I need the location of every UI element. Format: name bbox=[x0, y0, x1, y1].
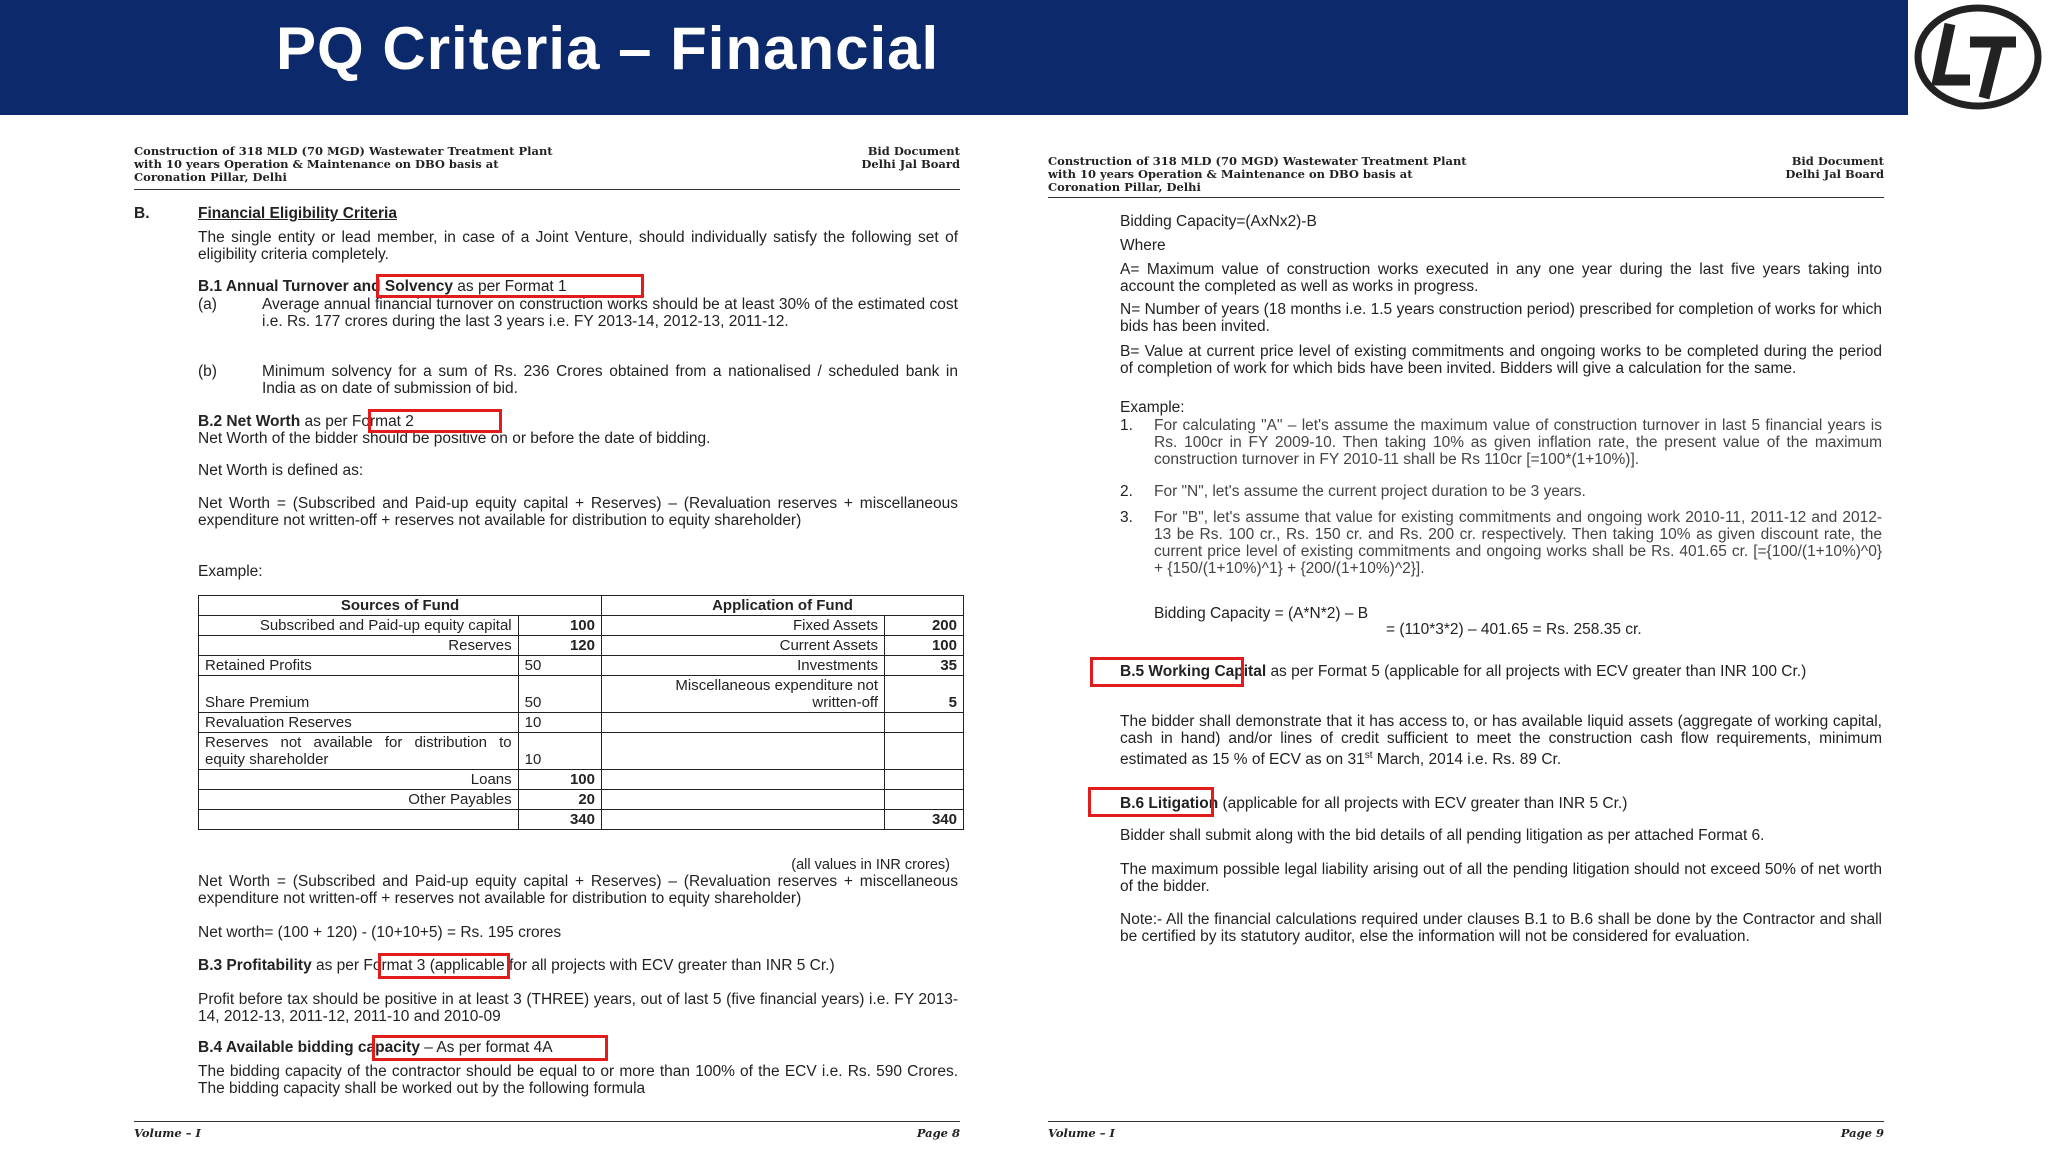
example-1-text: For calculating "A" – let's assume the maximum value of construction turnover in last 5 financial years is Rs. 100cr in FY 2009-10. Then taking 10% as given inflation rate, the present value of the maximum construction turnover in FY 2010-11 shall be Rs 110cr [=100*(1+10%)]. bbox=[1154, 417, 1882, 468]
table-total-row: 340 340 bbox=[199, 810, 964, 830]
nw-formula-2: Net Worth = (Subscribed and Paid-up equity capital + Reserves) – (Revaluation reserves + miscellaneous expenditure not written-off + reserves not available for distribution to equity shareholder) bbox=[198, 873, 958, 907]
where-label: Where bbox=[1120, 237, 1166, 254]
header-rule bbox=[134, 189, 960, 190]
b2-heading: B.2 Net Worth as per Format 2 bbox=[198, 413, 414, 430]
note-text: Note:- All the financial calculations required under clauses B.1 to B.6 shall be done by the Contractor and shall be certified by its statutory auditor, else the information will not be considered for evaluation. bbox=[1120, 911, 1882, 945]
highlight-box-b3 bbox=[378, 953, 510, 979]
b4-heading: B.4 Available bidding capacity – As per format 4A bbox=[198, 1039, 553, 1056]
footer-page: Page 8 bbox=[916, 1126, 960, 1140]
table-row: Reserves 120 Current Assets 100 bbox=[199, 636, 964, 656]
lt-logo-icon bbox=[1908, 0, 2048, 115]
highlight-box-b4 bbox=[372, 1035, 608, 1061]
footer-volume: Volume – I bbox=[134, 1126, 201, 1140]
footer-volume: Volume – I bbox=[1048, 1126, 1115, 1140]
table-row: Revaluation Reserves 10 bbox=[199, 713, 964, 733]
b6-text-2: The maximum possible legal liability arising out of all the pending litigation should not exceed 50% of net worth of the bidder. bbox=[1120, 861, 1882, 895]
b5-heading: B.5 Working Capital as per Format 5 (applicable for all projects with ECV greater than INR 100 Cr.) bbox=[1120, 663, 1807, 680]
nw-defined: Net Worth is defined as: bbox=[198, 462, 364, 479]
nw-calc: Net worth= (100 + 120) - (10+10+5) = Rs. 195 crores bbox=[198, 924, 562, 941]
b1-b-label: (b) bbox=[198, 363, 217, 380]
table-row: Share Premium 50 Miscellaneous expenditure not written-off 5 bbox=[199, 676, 964, 713]
fund-table bbox=[198, 595, 964, 830]
b4-text: The bidding capacity of the contractor should be equal to or more than 100% of the ECV i.e. Rs. 590 Crores. The bidding capacity shall be worked out by the following formula bbox=[198, 1063, 958, 1097]
example-1-number: 1. bbox=[1120, 417, 1133, 434]
page-header-left: Construction of 318 MLD (70 MGD) Wastewater Treatment Plant with 10 years Operation & Maintenance on DBO basis at Coronation Pillar, Delhi bbox=[134, 144, 553, 184]
head-sources: Sources of Fund bbox=[199, 596, 602, 616]
footer-rule bbox=[134, 1121, 960, 1122]
page-header-right: Bid Document Delhi Jal Board bbox=[861, 144, 960, 171]
n-definition: N= Number of years (18 months i.e. 1.5 years construction period) prescribed for completion of works for which bids has been invited. bbox=[1120, 301, 1882, 335]
b1-b-text: Minimum solvency for a sum of Rs. 236 Crores obtained from a nationalised / scheduled bank in India as on date of submission of bid. bbox=[262, 363, 958, 397]
page-header-left: Construction of 318 MLD (70 MGD) Wastewater Treatment Plant with 10 years Operation & Maintenance on DBO basis at Coronation Pillar, Delhi bbox=[1048, 154, 1467, 194]
example-2-text: For "N", let's assume the current project duration to be 3 years. bbox=[1154, 483, 1586, 500]
b5-text: The bidder shall demonstrate that it has access to, or has available liquid assets (aggregate of working capital, cash in hand) and/or lines of credit sufficient to meet the construction cash flow requirements, minimum estimated as 15 % of ECV as on 31st March, 2014 i.e. Rs. 89 Cr. bbox=[1120, 713, 1882, 769]
intro-text: The single entity or lead member, in case of a Joint Venture, should individually satisfy the following set of eligibility criteria completely. bbox=[198, 229, 958, 263]
section-letter: B. bbox=[134, 205, 150, 222]
a-definition: A= Maximum value of construction works executed in any one year during the last five years taking into account the completed as well as works in progress. bbox=[1120, 261, 1882, 295]
table-row: Retained Profits 50 Investments 35 bbox=[199, 656, 964, 676]
example-label: Example: bbox=[1120, 399, 1185, 416]
table-note: (all values in INR crores) bbox=[791, 857, 950, 873]
head-application: Application of Fund bbox=[602, 596, 964, 616]
b2-text: Net Worth of the bidder should be positive on or before the date of bidding. bbox=[198, 430, 711, 447]
b6-text-1: Bidder shall submit along with the bid details of all pending litigation as per attached Format 6. bbox=[1120, 827, 1765, 844]
calc-line-1: Bidding Capacity = (A*N*2) – B bbox=[1154, 605, 1369, 622]
bidding-formula: Bidding Capacity=(AxNx2)-B bbox=[1120, 213, 1317, 230]
b1-a-label: (a) bbox=[198, 296, 217, 313]
footer-rule bbox=[1048, 1121, 1884, 1122]
title-banner bbox=[0, 0, 1908, 115]
highlight-box-b2 bbox=[368, 409, 502, 433]
table-row: Other Payables 20 bbox=[199, 790, 964, 810]
b6-heading: B.6 Litigation (applicable for all projects with ECV greater than INR 5 Cr.) bbox=[1120, 795, 1628, 812]
example-3-text: For "B", let's assume that value for existing commitments and ongoing work 2010-11, 2011-12 and 2012-13 be Rs. 100 cr., Rs. 150 cr. and Rs. 200 cr. respectively. Then taking 10% as given discount rate, the current price level of existing commitments and ongoing works shall be Rs. 401.65 cr. [={100/(1+10%)^0} + {150/(1+10%)^1} + {200/(1+10%)^2}]. bbox=[1154, 509, 1882, 577]
example-label: Example: bbox=[198, 563, 263, 580]
table-row: Reserves not available for distribution to equity shareholder 10 bbox=[199, 733, 964, 770]
b-definition: B= Value at current price level of existing commitments and ongoing works to be completed during the period of completion of work for which bids have been invited. Bidders will give a calculation for the same. bbox=[1120, 343, 1882, 377]
header-rule bbox=[1048, 197, 1884, 198]
b1-heading: B.1 Annual Turnover and Solvency as per Format 1 bbox=[198, 278, 567, 295]
highlight-box-b1 bbox=[376, 274, 644, 298]
example-2-number: 2. bbox=[1120, 483, 1133, 500]
calc-line-2: = (110*3*2) – 401.65 = Rs. 258.35 cr. bbox=[1386, 621, 1642, 638]
b1-a-text: Average annual financial turnover on construction works should be at least 30% of the estimated cost i.e. Rs. 177 crores during the last 3 years i.e. FY 2013-14, 2012-13, 2011-12. bbox=[262, 296, 958, 330]
highlight-box-b5 bbox=[1090, 657, 1244, 687]
table-row: Loans 100 bbox=[199, 770, 964, 790]
section-title: Financial Eligibility Criteria bbox=[198, 205, 397, 222]
table-row: Subscribed and Paid-up equity capital 100 Fixed Assets 200 bbox=[199, 616, 964, 636]
footer-page: Page 9 bbox=[1840, 1126, 1884, 1140]
nw-formula: Net Worth = (Subscribed and Paid-up equity capital + Reserves) – (Revaluation reserves + miscellaneous expenditure not written-off + reserves not available for distribution to equity shareholder) bbox=[198, 495, 958, 529]
highlight-box-b6 bbox=[1088, 787, 1214, 817]
b3-text: Profit before tax should be positive in at least 3 (THREE) years, out of last 5 (five financial years) i.e. FY 2013-14, 2012-13, 2011-12, 2011-10 and 2010-09 bbox=[198, 991, 958, 1025]
example-3-number: 3. bbox=[1120, 509, 1133, 526]
page-header-right: Bid Document Delhi Jal Board bbox=[1785, 154, 1884, 181]
slide-title: PQ Criteria – Financial bbox=[276, 15, 940, 82]
b3-heading: B.3 Profitability as per Format 3 (applicable for all projects with ECV greater than INR 5 Cr.) bbox=[198, 957, 835, 974]
